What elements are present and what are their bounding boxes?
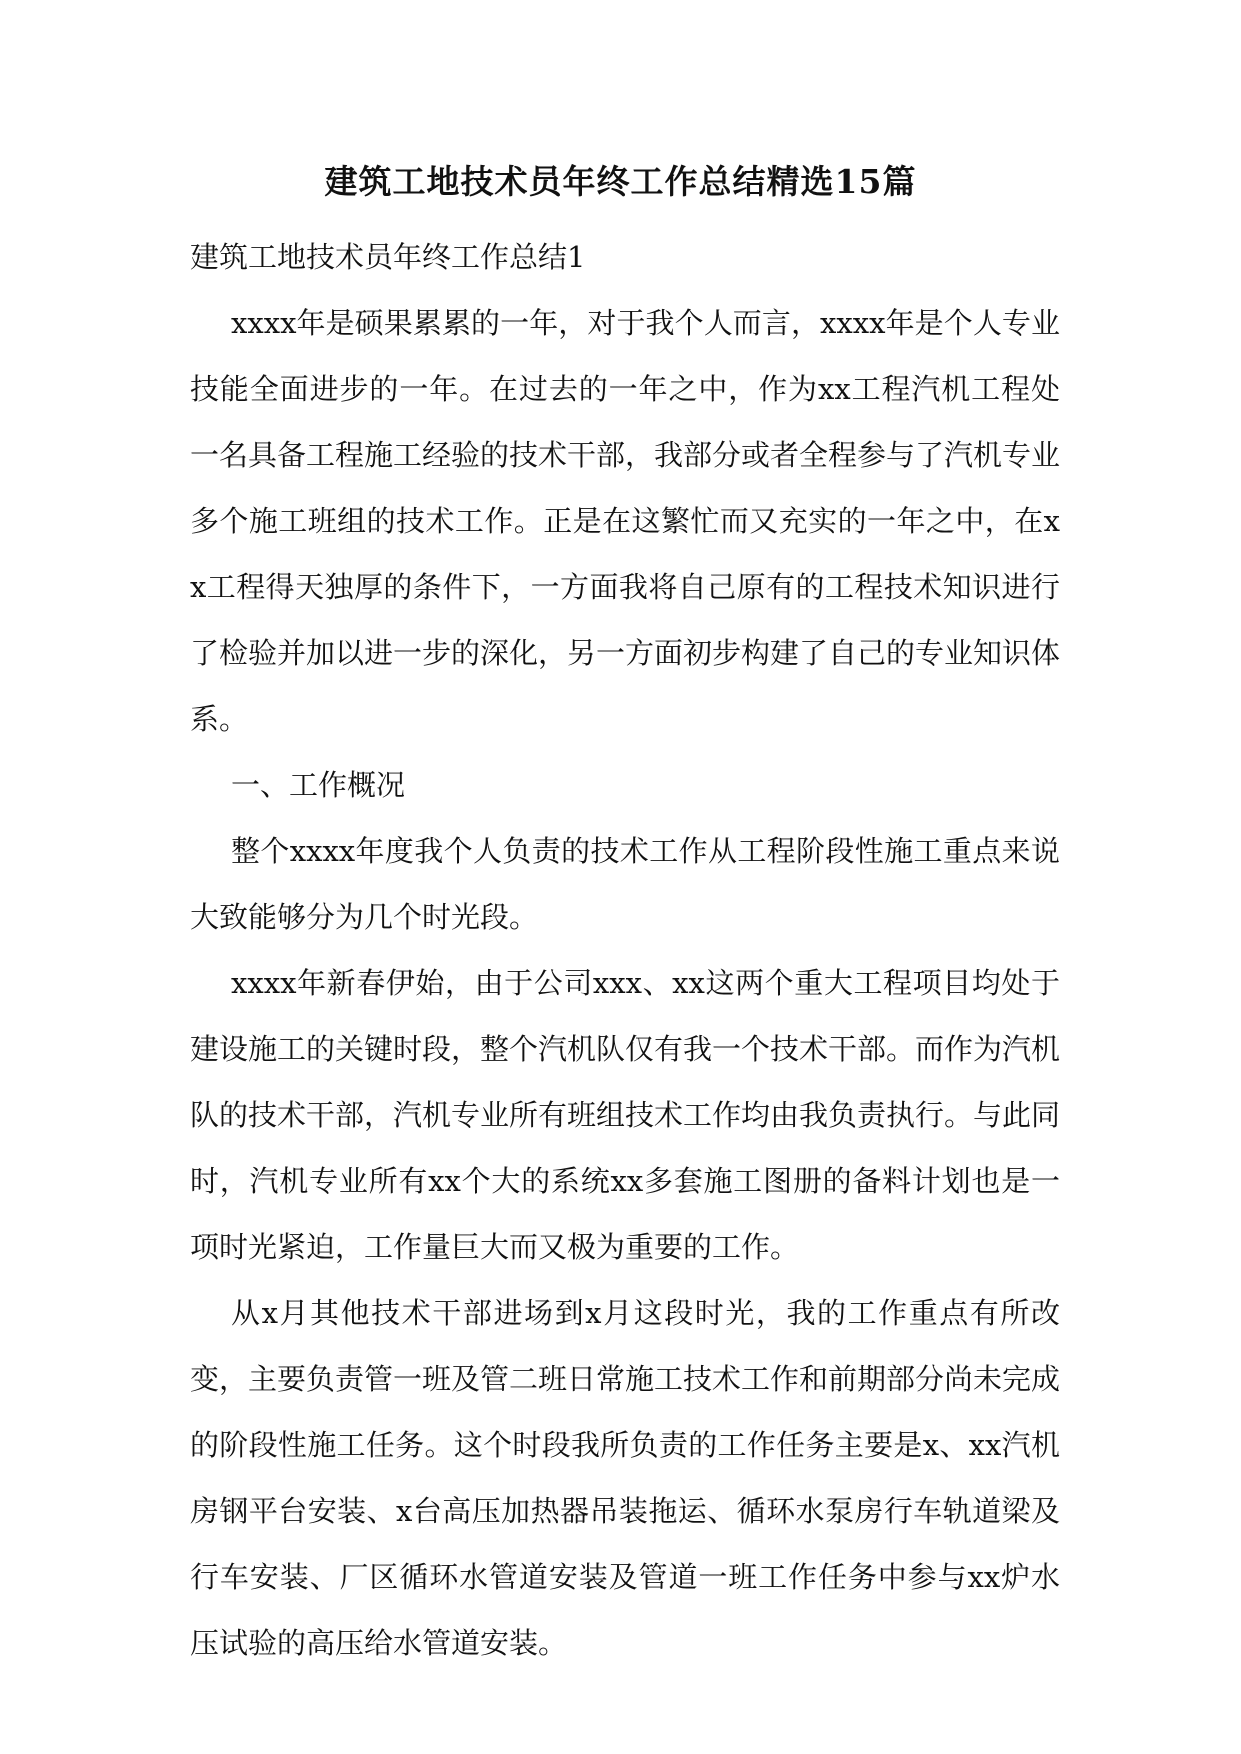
paragraph: xxxx年新春伊始，由于公司xxx、xx这两个重大工程项目均处于建设施工的关键时段，整个汽机队仅有我一个技术干部。而作为汽机队的技术干部，汽机专业所有班组技术工作均由我负责执行。与此同时，汽机专业所有xx个大的系统xx多套施工图册的备料计划也是一项时光紧迫，工作量巨大而又极为重要的工作。 — [190, 966, 1061, 1264]
paragraph: 从x月其他技术干部进场到x月这段时光，我的工作重点有所改变，主要负责管一班及管二班日常施工技术工作和前期部分尚未完成的阶段性施工任务。这个时段我所负责的工作任务主要是x、xx汽机房钢平台安装、x台高压加热器吊装拖运、循环水泵房行车轨道梁及行车安装、厂区循环水管道安装及管道一班工作任务中参与xx炉水压试验的高压给水管道安装。 — [190, 1296, 1061, 1660]
document-title: 建筑工地技术员年终工作总结精选15篇 — [324, 162, 917, 201]
paragraph: xxxx年是硕果累累的一年，对于我个人而言，xxxx年是个人专业技能全面进步的一年。在过去的一年之中，作为xx工程汽机工程处一名具备工程施工经验的技术干部，我部分或者全程参与了汽机专业多个施工班组的技术工作。正是在这繁忙而又充实的一年之中，在xx工程得天独厚的条件下，一方面我将自己原有的工程技术知识进行了检验并加以进一步的深化，另一方面初步构建了自己的专业知识体系。 — [190, 306, 1061, 736]
paragraph: 整个xxxx年度我个人负责的技术工作从工程阶段性施工重点来说大致能够分为几个时光段。 — [190, 834, 1060, 934]
section-heading: 建筑工地技术员年终工作总结1 — [190, 240, 586, 274]
document-body — [190, 224, 1060, 1676]
subheading: 一、工作概况 — [231, 768, 406, 802]
